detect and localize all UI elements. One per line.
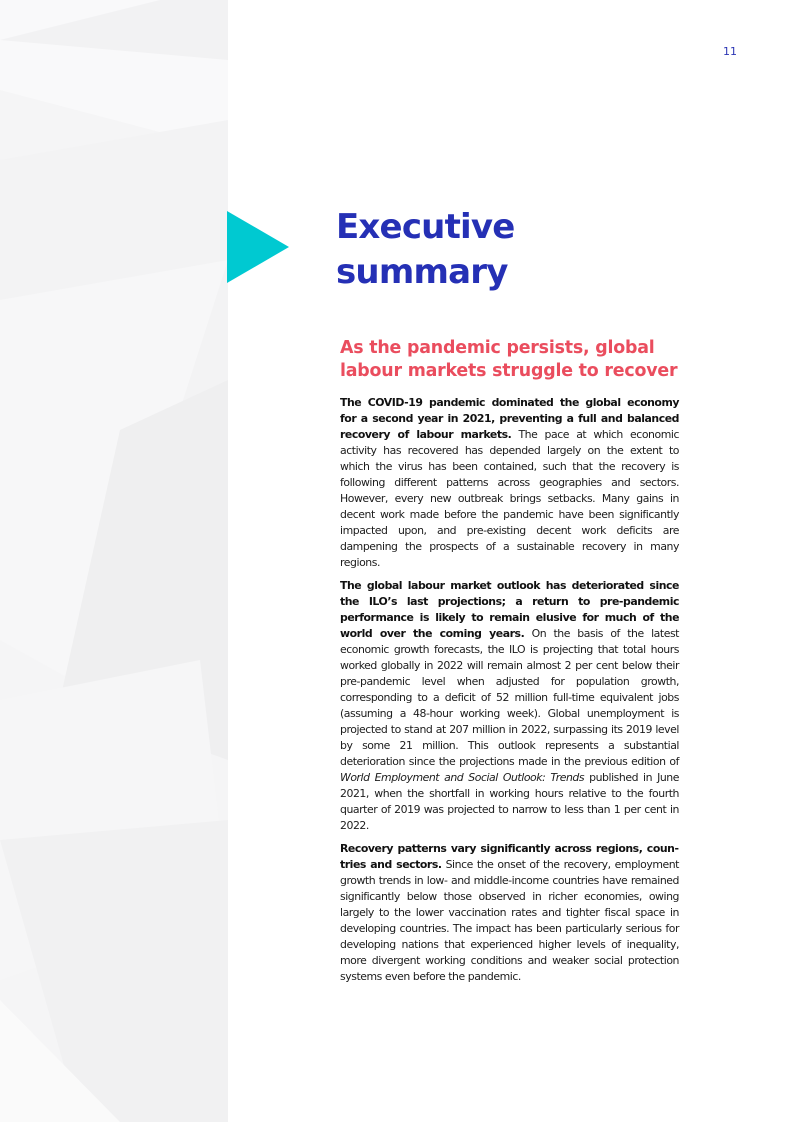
paragraph-1-body: The pace at which economic activity has recovered has depended largely on the extent to which the virus has been contained, such that the recovery is following different patterns across geographies and sectors. However, every new outbreak brings setbacks. Many gains in decent work made before the pandemic have been significantly impacted upon, and pre-existing decent work deficits are dampening the prospects of a sustainable recovery in many regions. xyxy=(340,428,679,569)
paragraph-3-lead: Recovery patterns vary significantly across regions, countries and sectors. xyxy=(340,842,679,871)
paragraph-2-lead: The global labour market outlook has deteriorated since the ILO’s last projections; a return to pre-pandemic performance is likely to remain elusive for much of the world over the coming years. xyxy=(340,579,679,640)
subheading-line-1: As the pandemic persists, global xyxy=(340,338,655,358)
paragraph-2 xyxy=(340,578,679,834)
paragraph-1 xyxy=(340,395,679,571)
decorative-side-panel xyxy=(0,0,228,1122)
section-subheading xyxy=(340,337,700,383)
paragraph-1-lead: The COVID-19 pandemic dominated the global economy for a second year in 2021, preventing a full and balanced recovery of labour markets. xyxy=(340,396,679,441)
section-arrow-marker xyxy=(227,211,289,283)
title-line-1: Executive xyxy=(336,207,515,247)
publication-title: World Employment and Social Outlook: Trends xyxy=(340,771,585,784)
paragraph-3 xyxy=(340,841,679,985)
body-text xyxy=(340,395,679,992)
paragraph-2-body-b: published in June 2021, when the shortfall in working hours relative to the fourth quarter of 2019 was projected to narrow to less than 1 per cent in 2022. xyxy=(340,771,680,832)
paragraph-3-body: Since the onset of the recovery, employment growth trends in low- and middle-income countries have remained significantly below those observed in richer economies, owing largely to the lower vaccination rates and tighter fiscal space in developing countries. The impact has been particularly serious for developing nations that experienced higher levels of inequality, more divergent working conditions and weaker social protection systems even before the pandemic. xyxy=(340,858,679,983)
title-line-2: summary xyxy=(336,252,508,292)
subheading-line-2: labour markets struggle to recover xyxy=(340,361,678,381)
paragraph-2-body-a: On the basis of the latest economic growth forecasts, the ILO is projecting that total hours worked globally in 2022 will remain almost 2 per cent below their pre-pandemic level when adjusted for population growth, corresponding to a deficit of 52 million full-time equivalent jobs (assuming a 48-hour working week). Global unemployment is projected to stand at 207 million in 2022, surpassing its 2019 level by some 21 million. This outlook represents a substantial deterioration since the projections made in the previous edition of xyxy=(340,627,679,768)
page-title xyxy=(336,205,736,295)
geometric-background-pattern xyxy=(0,0,228,1122)
page-number: 11 xyxy=(723,45,737,58)
